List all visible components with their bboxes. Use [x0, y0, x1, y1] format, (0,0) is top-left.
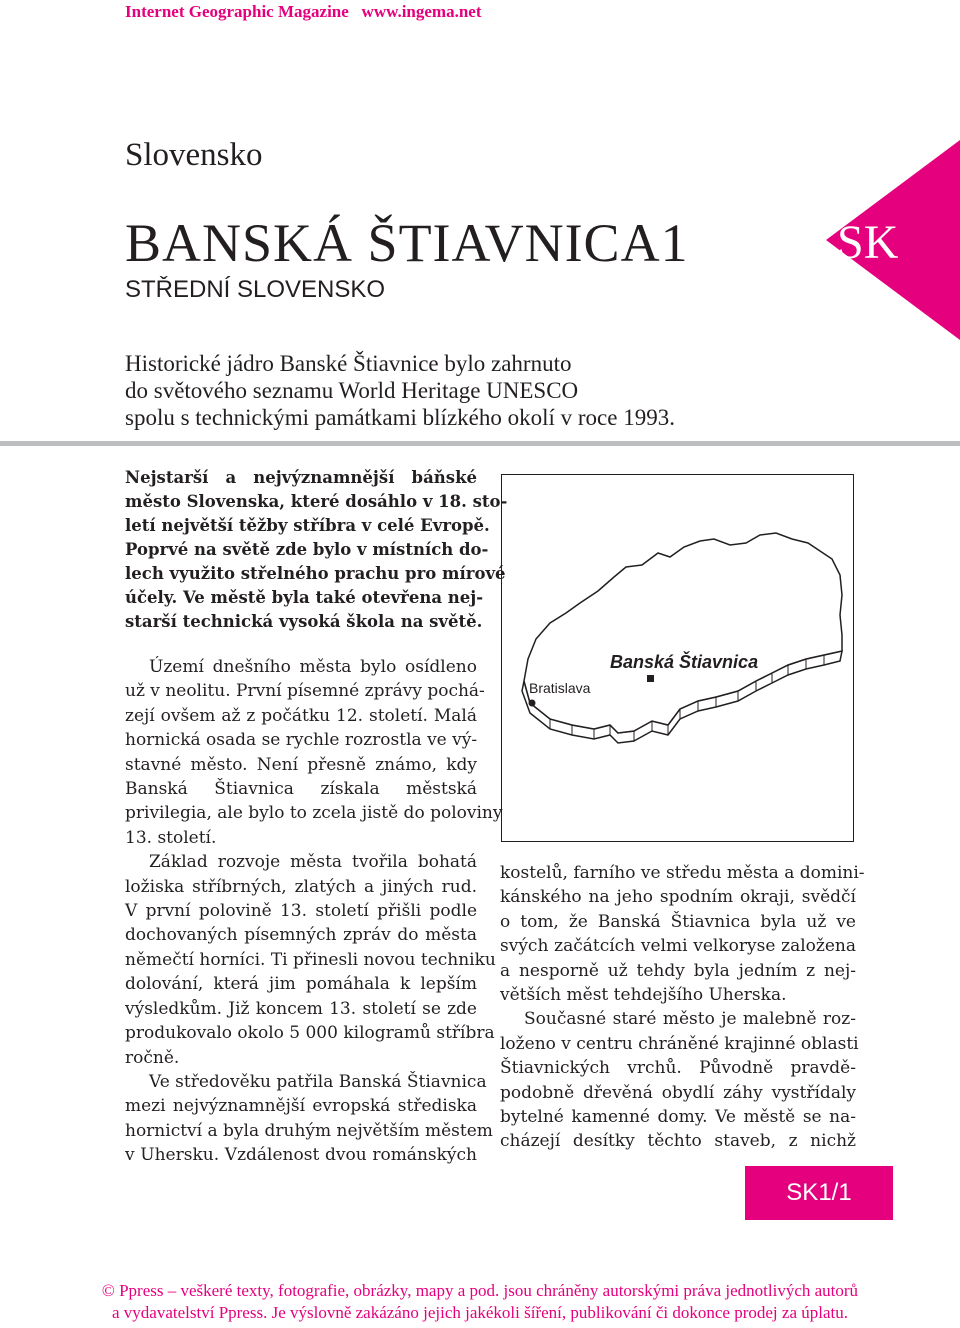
- country-badge-label: SK: [837, 216, 899, 269]
- bratislava-label: Bratislava: [529, 680, 591, 696]
- banska-stiavnica-marker: [647, 675, 654, 682]
- lead-line: Poprvé na světě zde bylo v místních do-: [125, 540, 489, 559]
- region-subtitle: STŘEDNÍ SLOVENSKO: [125, 276, 386, 303]
- body-line: výsledkům. Již koncem 13. století se zde: [125, 998, 477, 1019]
- body-line: kánského na jeho spodním okraji, svědčí: [500, 887, 856, 908]
- body-line: o tom, že Banská Štiavnica byla už ve: [500, 911, 856, 932]
- banska-stiavnica-label: Banská Štiavnica: [610, 652, 759, 672]
- page-number: SK1/1: [786, 1179, 852, 1206]
- body-line: loženo v centru chráněné krajinné oblasti: [500, 1033, 859, 1054]
- magazine-name: Internet Geographic Magazine: [125, 2, 349, 21]
- body-line: ročně.: [125, 1047, 180, 1068]
- body-line: už v neolitu. První písemné zprávy pochá-: [125, 681, 485, 702]
- location-map: [501, 474, 854, 842]
- country-heading: Slovensko: [125, 137, 263, 173]
- page-title: BANSKÁ ŠTIAVNICA1: [125, 213, 689, 273]
- body-column-left: [125, 655, 503, 1168]
- slovakia-shape: [524, 533, 842, 733]
- body-line: V první polovině 13. století přišli podle: [125, 901, 477, 922]
- intro-line: spolu s technickými památkami blízkého okolí v roce 1993.: [125, 405, 675, 430]
- body-line: Ve středověku patřila Banská Štiavnica: [149, 1071, 487, 1092]
- lead-line: Nejstarší a nejvýznamnější báňské: [125, 468, 477, 487]
- intro-line: Historické jádro Banské Štiavnice bylo zahrnuto: [125, 351, 572, 376]
- lead-paragraph: [125, 466, 508, 634]
- body-line: bytelné kamenné domy. Ve městě se na-: [500, 1107, 856, 1128]
- magazine-url[interactable]: www.ingema.net: [361, 2, 482, 21]
- body-line: a nesporně už tehdy byla jedním z nej-: [500, 960, 856, 981]
- body-line: produkovalo okolo 5 000 kilogramů stříbra: [125, 1023, 495, 1044]
- body-line: Základ rozvoje města tvořila bohatá: [149, 852, 477, 873]
- body-line: větších měst tehdejšího Uherska.: [500, 985, 787, 1006]
- lead-line: město Slovenska, které dosáhlo v 18. sto-: [125, 492, 508, 511]
- body-line: kostelů, farního ve středu města a domini-: [500, 863, 865, 883]
- lead-line: starší technická vysoká škola na světě.: [125, 612, 483, 631]
- body-line: 13. století.: [125, 827, 217, 848]
- slovakia-map-outline: [502, 475, 853, 841]
- copyright-footer: [0, 1280, 960, 1324]
- body-line: dolování, která jim pomáhala k lepším: [125, 974, 477, 995]
- body-line: zejí ovšem až z počátku 12. století. Malá: [125, 705, 477, 726]
- page-number-badge: [745, 1166, 893, 1220]
- intro-line: do světového seznamu World Heritage UNESCO: [125, 378, 579, 403]
- body-line: Štiavnických vrchů. Původně pravdě-: [500, 1058, 856, 1079]
- footer-line: a vydavatelství Ppress. Je výslovně zakázáno jejich jakékoli šíření, publikování či dokonce prodej za úplatu.: [112, 1303, 848, 1322]
- body-line: mezi nejvýznamnější evropská střediska: [125, 1096, 477, 1117]
- intro-text: [125, 350, 845, 431]
- body-line: stavné město. Není přesně známo, kdy: [125, 754, 477, 775]
- body-line: hornická osada se rychle rozrostla ve vý-: [125, 730, 478, 751]
- body-line: Současné staré město je malebně roz-: [524, 1009, 856, 1030]
- body-line: ložiska stříbrných, zlatých a jiných rud.: [125, 876, 477, 897]
- body-line: cházejí desítky těchto staveb, z nichž: [500, 1131, 856, 1152]
- body-line: němečtí horníci. Ti přinesli novou techniku: [125, 949, 496, 970]
- lead-line: účely. Ve městě byla také otevřena nej-: [125, 588, 484, 607]
- bratislava-marker: [529, 700, 536, 707]
- body-line: privilegia, ale bylo to zcela jistě do poloviny: [125, 803, 503, 824]
- body-line: Banská Štiavnica získala městská: [125, 779, 477, 800]
- body-column-right: [500, 861, 865, 1154]
- divider: [0, 441, 960, 446]
- body-line: podobně dřevěná obydlí záhy vystřídaly: [500, 1082, 856, 1103]
- body-line: v Uhersku. Vzdálenost dvou románských: [125, 1145, 477, 1166]
- body-line: dochovaných písemných zpráv do města: [125, 925, 477, 946]
- body-line: hornictví a byla druhým největším městem: [125, 1120, 493, 1141]
- lead-line: letí největší těžby stříbra v celé Evropě.: [125, 516, 490, 535]
- body-line: svých začátcích velmi velkoryse založena: [500, 936, 856, 957]
- footer-line: © Ppress – veškeré texty, fotografie, obrázky, mapy a pod. jsou chráněny autorskými práva jednotlivých autorů: [101, 1281, 859, 1300]
- lead-line: lech využito střelného prachu pro mírové: [125, 564, 506, 583]
- magazine-header: [125, 2, 482, 22]
- body-line: Území dnešního města bylo osídleno: [149, 657, 477, 677]
